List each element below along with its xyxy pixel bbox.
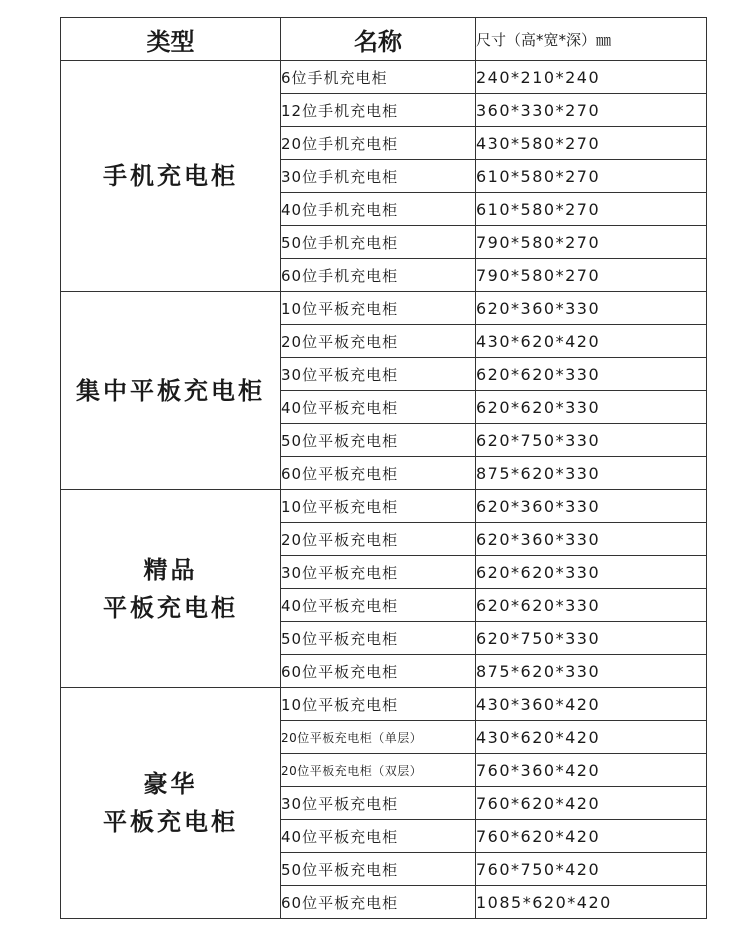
name-cell: 10位平板充电柜 xyxy=(281,688,476,721)
name-cell: 60位平板充电柜 xyxy=(281,655,476,688)
type-label: 平板充电柜 xyxy=(103,593,238,622)
name-cell: 30位平板充电柜 xyxy=(281,556,476,589)
table-row xyxy=(61,688,707,721)
size-cell: 610*580*270 xyxy=(476,193,707,226)
name-cell: 20位平板充电柜（双层） xyxy=(281,754,476,787)
type-cell xyxy=(61,292,281,490)
name-cell: 40位手机充电柜 xyxy=(281,193,476,226)
name-cell: 50位平板充电柜 xyxy=(281,424,476,457)
type-label: 豪华 xyxy=(143,770,198,798)
size-cell: 620*360*330 xyxy=(476,292,707,325)
table-header xyxy=(61,18,707,61)
size-cell: 240*210*240 xyxy=(476,61,707,94)
name-cell: 30位平板充电柜 xyxy=(281,358,476,391)
name-cell: 40位平板充电柜 xyxy=(281,589,476,622)
name-cell: 20位平板充电柜 xyxy=(281,523,476,556)
name-cell: 50位手机充电柜 xyxy=(281,226,476,259)
size-cell: 760*620*420 xyxy=(476,787,707,820)
name-cell: 6位手机充电柜 xyxy=(281,61,476,94)
name-cell: 40位平板充电柜 xyxy=(281,391,476,424)
type-label: 平板充电柜 xyxy=(103,808,238,836)
table-row xyxy=(61,292,707,325)
size-cell: 360*330*270 xyxy=(476,94,707,127)
table-row xyxy=(61,61,707,94)
size-cell: 430*360*420 xyxy=(476,688,707,721)
name-cell: 12位手机充电柜 xyxy=(281,94,476,127)
size-cell: 620*750*330 xyxy=(476,424,707,457)
name-cell: 20位平板充电柜 xyxy=(281,325,476,358)
size-cell: 620*620*330 xyxy=(476,391,707,424)
size-cell: 1085*620*420 xyxy=(476,886,707,919)
size-cell: 610*580*270 xyxy=(476,160,707,193)
name-cell: 30位平板充电柜 xyxy=(281,787,476,820)
type-cell xyxy=(61,61,281,292)
size-cell: 760*750*420 xyxy=(476,853,707,886)
type-label: 集中平板充电柜 xyxy=(76,376,265,405)
header-row xyxy=(61,18,707,61)
type-label: 精品 xyxy=(143,555,198,584)
size-cell: 620*620*330 xyxy=(476,556,707,589)
header-type: 类型 xyxy=(61,18,281,61)
size-cell: 620*360*330 xyxy=(476,490,707,523)
size-cell: 430*580*270 xyxy=(476,127,707,160)
size-cell: 430*620*420 xyxy=(476,325,707,358)
size-cell: 790*580*270 xyxy=(476,226,707,259)
spec-table xyxy=(60,17,707,919)
size-cell: 620*620*330 xyxy=(476,358,707,391)
size-cell: 875*620*330 xyxy=(476,655,707,688)
size-cell: 790*580*270 xyxy=(476,259,707,292)
size-cell: 620*360*330 xyxy=(476,523,707,556)
type-cell xyxy=(61,688,281,919)
name-cell: 60位手机充电柜 xyxy=(281,259,476,292)
size-cell: 875*620*330 xyxy=(476,457,707,490)
size-cell: 620*750*330 xyxy=(476,622,707,655)
type-cell xyxy=(61,490,281,688)
name-cell: 20位手机充电柜 xyxy=(281,127,476,160)
name-cell: 20位平板充电柜（单层） xyxy=(281,721,476,754)
size-cell: 620*620*330 xyxy=(476,589,707,622)
name-cell: 40位平板充电柜 xyxy=(281,820,476,853)
size-cell: 760*360*420 xyxy=(476,754,707,787)
header-name: 名称 xyxy=(281,18,476,61)
name-cell: 60位平板充电柜 xyxy=(281,886,476,919)
table-row xyxy=(61,490,707,523)
header-size: 尺寸（高*宽*深）㎜ xyxy=(476,18,707,61)
name-cell: 10位平板充电柜 xyxy=(281,292,476,325)
name-cell: 50位平板充电柜 xyxy=(281,622,476,655)
name-cell: 10位平板充电柜 xyxy=(281,490,476,523)
name-cell: 50位平板充电柜 xyxy=(281,853,476,886)
name-cell: 60位平板充电柜 xyxy=(281,457,476,490)
size-cell: 430*620*420 xyxy=(476,721,707,754)
table-body xyxy=(61,61,707,919)
type-label: 手机充电柜 xyxy=(103,162,238,190)
size-cell: 760*620*420 xyxy=(476,820,707,853)
name-cell: 30位手机充电柜 xyxy=(281,160,476,193)
